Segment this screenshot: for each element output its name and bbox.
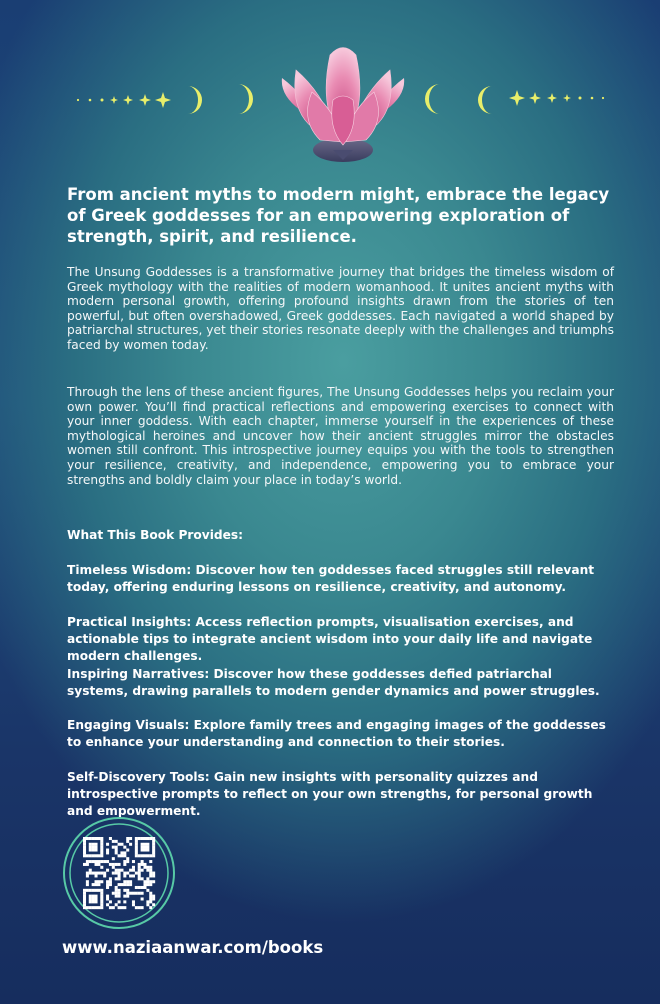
qr-code-icon	[62, 816, 176, 930]
provides-heading: What This Book Provides:	[67, 528, 244, 542]
feature-engaging-visuals: Engaging Visuals: Explore family trees and engaging images of the goddesses to enhance your understanding and connection to their stories.	[67, 718, 606, 749]
qr-code[interactable]	[62, 816, 176, 930]
stars-right-icon	[509, 90, 604, 106]
moons-right-icon	[425, 84, 492, 114]
headline: From ancient myths to modern might, embrace the legacy of Greek goddesses for an empowering exploration of strength, spirit, and resilience.	[67, 185, 610, 246]
feature-self-discovery-tools: Self-Discovery Tools: Gain new insights with personality quizzes and introspective prompts to reflect on your own strengths, for personal growth and empowerment.	[67, 770, 593, 818]
header-decoration	[0, 0, 660, 180]
feature-timeless-wisdom: Timeless Wisdom: Discover how ten goddesses faced struggles still relevant today, offering enduring lessons on resilience, creativity, and autonomy.	[67, 563, 595, 594]
website-link[interactable]: www.naziaanwar.com/books	[62, 938, 324, 957]
moons-left-icon	[188, 84, 253, 114]
description-paragraph-1: The Unsung Goddesses is a transformative journey that bridges the timeless wisdom of Greek mythology with the realities of modern womanhood. It unites ancient myths with modern personal growth, offering profound insights drawn from the stories of ten powerful, but often overshadowed, Greek goddesses. Each navigated a world shaped by patriarchal structures, yet their stories resonate deeply with the challenges and triumphs faced by women today.	[67, 265, 614, 352]
lotus-flower-icon	[282, 48, 404, 163]
stars-left-icon	[77, 92, 171, 108]
description-paragraph-2: Through the lens of these ancient figures, The Unsung Goddesses helps you reclaim your own power. You’ll find practical reflections and empowering exercises to connect with your inner goddess. With each chapter, immerse yourself in the experiences of these mythological heroines and uncover how their ancient struggles mirror the obstacles women still confront. This introspective journey equips you with the tools to strengthen your resilience, creativity, and independence, empowering you to embrace your strengths and boldly claim your place in today’s world.	[67, 385, 614, 487]
feature-practical-insights: Practical Insights: Access reflection prompts, visualisation exercises, and actionable tips to integrate ancient wisdom into your daily life and navigate modern challenges.	[67, 615, 593, 663]
feature-inspiring-narratives: Inspiring Narratives: Discover how these goddesses defied patriarchal systems, drawing parallels to modern gender dynamics and power struggles.	[67, 667, 600, 698]
